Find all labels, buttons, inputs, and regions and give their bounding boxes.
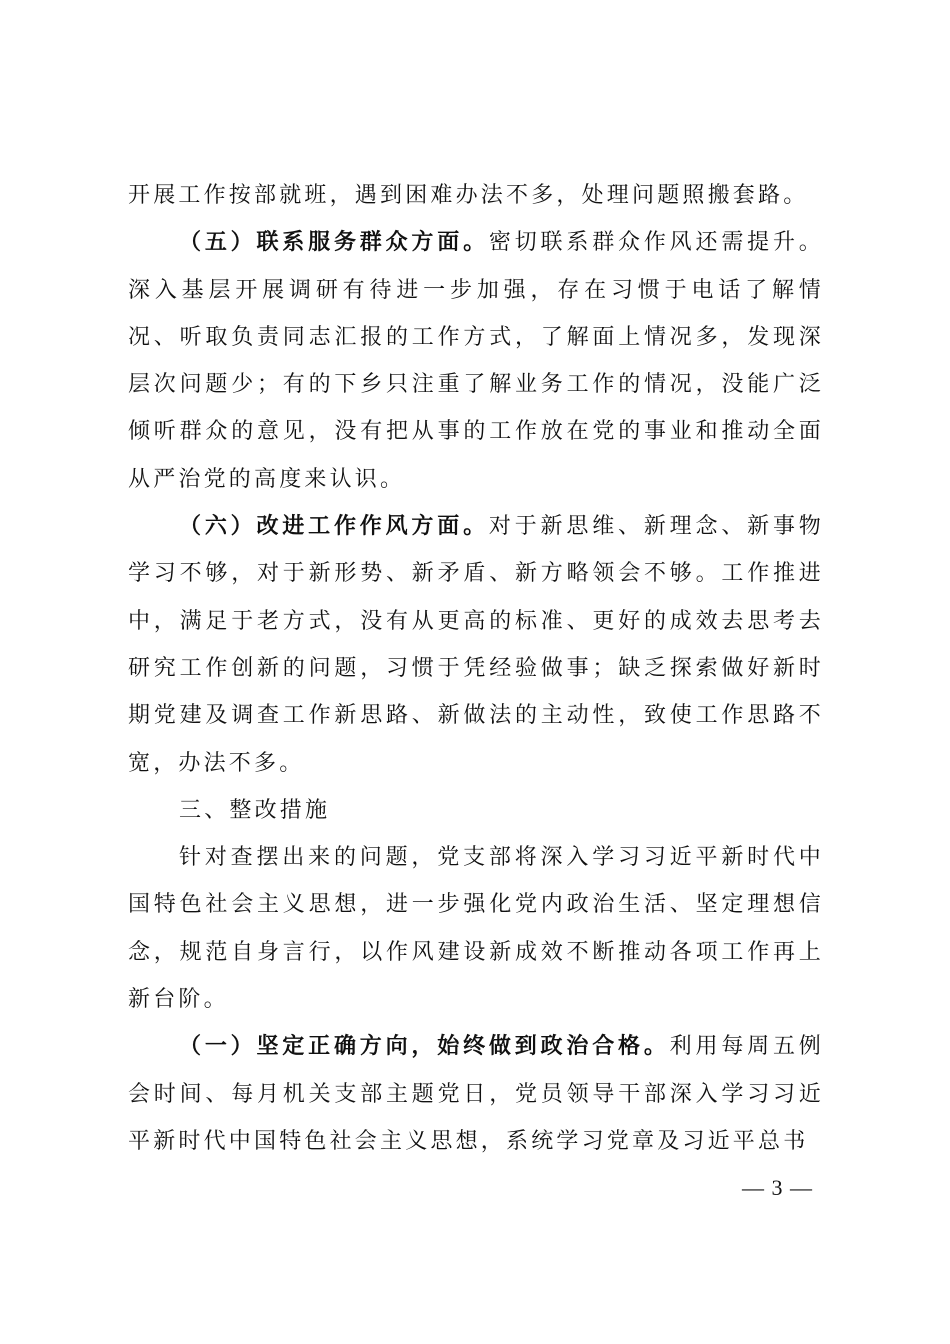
paragraph-continuation: 开展工作按部就班，遇到困难办法不多，处理问题照搬套路。 [128, 183, 809, 208]
paragraph-contact-masses-body: 密切联系群众作风还需提升。深入基层开展调研有待进一步加强，存在习惯于电话了解情况、听取负责同志汇报的工作方式，了解面上情况多，发现深层次问题少；有的下乡只注重了解业务工作的情况，没能广泛倾听群众的意见，没有把从事的工作放在党的事业和推动全面从严治党的高度来认识。 [128, 230, 824, 492]
paragraph-rectification-intro: 针对查摆出来的问题，党支部将深入学习习近平新时代中国特色社会主义思想，进一步强化党内政治生活、坚定理想信念，规范自身言行，以作风建设新成效不断推动各项工作再上新台阶。 [128, 845, 824, 1013]
page-number: — 3 — [742, 1175, 813, 1200]
document-body [128, 172, 824, 1165]
paragraph-contact-masses [128, 219, 824, 503]
section-heading-rectification: 三、整改措施 [179, 797, 331, 823]
subheading-work-style: （六）改进工作作风方面。 [179, 513, 489, 540]
subheading-political-direction: （一）坚定正确方向，始终做到政治合格。 [179, 1033, 670, 1060]
paragraph-work-style [128, 503, 824, 787]
paragraph-political-direction [128, 1023, 824, 1165]
paragraph-political-direction-body: 利用每周五例会时间、每月机关支部主题党日，党员领导干部深入学习习近平新时代中国特色社会主义思想，系统学习党章及习近平总书 [128, 1034, 824, 1154]
subheading-contact-masses: （五）联系服务群众方面。 [179, 229, 489, 256]
paragraph-work-style-body: 对于新思维、新理念、新事物学习不够，对于新形势、新矛盾、新方略领会不够。工作推进中，满足于老方式，没有从更高的标准、更好的成效去思考去研究工作创新的问题，习惯于凭经验做事；缺乏探索做好新时期党建及调查工作新思路、新做法的主动性，致使工作思路不宽，办法不多。 [128, 514, 824, 776]
